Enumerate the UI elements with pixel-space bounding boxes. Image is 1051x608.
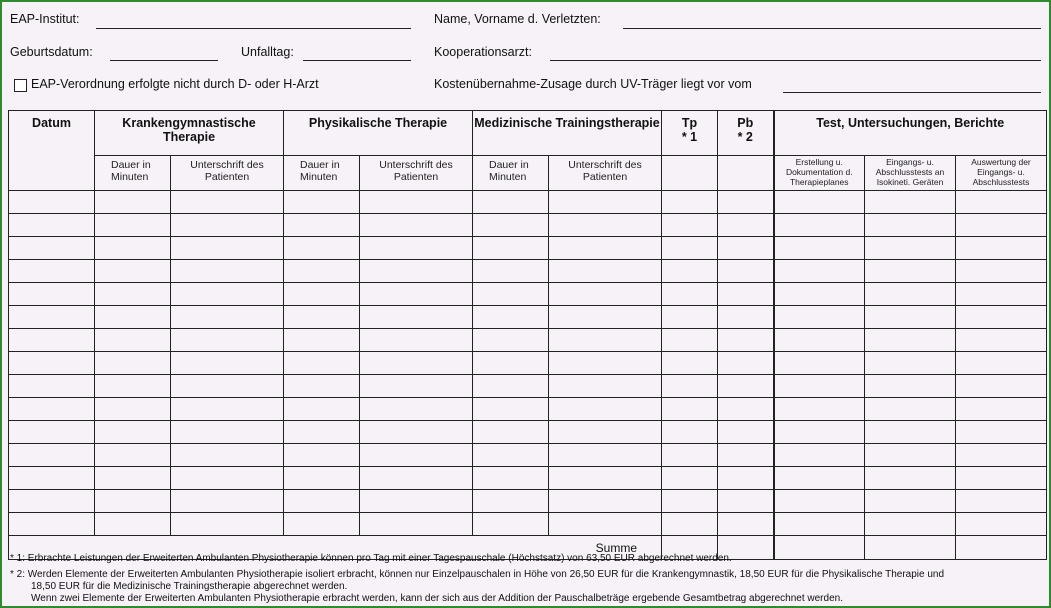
table-row — [9, 352, 1047, 375]
pb-label: Pb — [737, 116, 754, 130]
table-cell[interactable] — [774, 352, 865, 375]
table-row — [9, 306, 1047, 329]
table-cell[interactable] — [718, 375, 774, 398]
table-cell[interactable] — [662, 260, 718, 283]
pt-header: Physikalische Therapie — [284, 111, 473, 156]
datum-header: Datum — [9, 111, 95, 191]
unfalltag-label: Unfalltag: — [241, 45, 294, 59]
table-cell[interactable] — [171, 467, 284, 490]
table-cell[interactable] — [774, 490, 865, 513]
table-cell[interactable] — [865, 490, 956, 513]
table-cell[interactable] — [865, 513, 956, 536]
table-cell[interactable] — [549, 375, 662, 398]
table-cell[interactable] — [9, 191, 95, 214]
table-cell[interactable] — [360, 306, 473, 329]
table-cell[interactable] — [9, 260, 95, 283]
table-cell[interactable] — [718, 306, 774, 329]
table-cell[interactable] — [718, 444, 774, 467]
table-cell[interactable] — [662, 490, 718, 513]
summe-test3-cell[interactable] — [956, 536, 1047, 560]
table-cell[interactable] — [549, 513, 662, 536]
table-cell[interactable] — [284, 398, 360, 421]
table-cell[interactable] — [774, 237, 865, 260]
table-cell[interactable] — [774, 260, 865, 283]
table-row — [9, 237, 1047, 260]
table-cell[interactable] — [360, 490, 473, 513]
table-cell[interactable] — [284, 329, 360, 352]
table-row — [9, 191, 1047, 214]
table-cell[interactable] — [662, 237, 718, 260]
table-cell[interactable] — [865, 214, 956, 237]
table-cell[interactable] — [662, 191, 718, 214]
table-cell[interactable] — [718, 214, 774, 237]
table-cell[interactable] — [718, 421, 774, 444]
table-cell[interactable] — [360, 352, 473, 375]
table-cell[interactable] — [171, 237, 284, 260]
table-row — [9, 214, 1047, 237]
table-cell[interactable] — [549, 191, 662, 214]
table-cell[interactable] — [360, 237, 473, 260]
table-cell[interactable] — [549, 352, 662, 375]
table-cell[interactable] — [9, 490, 95, 513]
table-cell[interactable] — [360, 421, 473, 444]
footnote-2a: * 2: Werden Elemente der Erweiterten Ambulanten Physiotherapie isoliert erbracht, können nur Einzelpauschalen in Höhe von 26,50 EUR für die Krankengymnastik, 18,50 EUR für die Physikalische Therapie und — [10, 569, 945, 580]
table-cell[interactable] — [662, 306, 718, 329]
geburtsdatum-label: Geburtsdatum: — [10, 45, 93, 59]
table-cell[interactable] — [774, 375, 865, 398]
table-cell[interactable] — [956, 421, 1047, 444]
table-cell[interactable] — [171, 191, 284, 214]
table-cell[interactable] — [774, 398, 865, 421]
table-cell[interactable] — [956, 375, 1047, 398]
tp-header — [662, 111, 718, 156]
table-cell[interactable] — [865, 375, 956, 398]
table-cell[interactable] — [9, 237, 95, 260]
table-cell[interactable] — [956, 283, 1047, 306]
kg-unterschrift-header: Unterschrift des Patienten — [171, 156, 284, 191]
table-cell[interactable] — [95, 421, 171, 444]
table-cell[interactable] — [9, 467, 95, 490]
table-cell[interactable] — [284, 237, 360, 260]
verordnung-checkbox[interactable] — [14, 79, 27, 92]
table-cell[interactable] — [662, 214, 718, 237]
table-cell[interactable] — [284, 444, 360, 467]
table-cell[interactable] — [662, 329, 718, 352]
table-cell[interactable] — [95, 352, 171, 375]
table-cell[interactable] — [9, 398, 95, 421]
table-cell[interactable] — [473, 237, 549, 260]
table-cell[interactable] — [549, 306, 662, 329]
table-cell[interactable] — [549, 260, 662, 283]
table-cell[interactable] — [360, 283, 473, 306]
table-cell[interactable] — [171, 513, 284, 536]
table-cell[interactable] — [956, 444, 1047, 467]
table-cell[interactable] — [360, 260, 473, 283]
name-label: Name, Vorname d. Verletzten: — [434, 12, 601, 26]
table-cell[interactable] — [360, 191, 473, 214]
table-cell[interactable] — [473, 214, 549, 237]
pt-dauer-header: Dauer in Minuten — [284, 156, 360, 191]
table-cell[interactable] — [171, 352, 284, 375]
table-cell[interactable] — [956, 260, 1047, 283]
table-cell[interactable] — [95, 237, 171, 260]
table-cell[interactable] — [865, 398, 956, 421]
geburtsdatum-field[interactable] — [110, 60, 218, 61]
table-cell[interactable] — [9, 306, 95, 329]
table-cell[interactable] — [284, 467, 360, 490]
table-cell[interactable] — [718, 237, 774, 260]
table-cell[interactable] — [360, 444, 473, 467]
table-cell[interactable] — [549, 283, 662, 306]
table-cell[interactable] — [95, 260, 171, 283]
table-row — [9, 398, 1047, 421]
table-row — [9, 375, 1047, 398]
table-cell[interactable] — [95, 490, 171, 513]
table-cell[interactable] — [956, 237, 1047, 260]
table-cell[interactable] — [473, 467, 549, 490]
table-cell[interactable] — [95, 398, 171, 421]
table-cell[interactable] — [956, 329, 1047, 352]
test-sub3-header: Auswertung der Eingangs- u. Abschlusstests — [956, 156, 1047, 191]
tp-subheader — [662, 156, 718, 191]
table-cell[interactable] — [549, 398, 662, 421]
table-cell[interactable] — [171, 421, 284, 444]
table-cell[interactable] — [956, 352, 1047, 375]
summe-test2-cell[interactable] — [865, 536, 956, 560]
table-cell[interactable] — [662, 352, 718, 375]
table-cell[interactable] — [9, 214, 95, 237]
table-cell[interactable] — [473, 306, 549, 329]
table-cell[interactable] — [171, 306, 284, 329]
tp-note: * 1 — [681, 130, 698, 144]
kooperationsarzt-field[interactable] — [550, 60, 1041, 61]
table-cell[interactable] — [473, 490, 549, 513]
table-cell[interactable] — [774, 214, 865, 237]
table-cell[interactable] — [473, 352, 549, 375]
table-cell[interactable] — [865, 260, 956, 283]
table-cell[interactable] — [95, 513, 171, 536]
table-cell[interactable] — [865, 306, 956, 329]
table-cell[interactable] — [718, 329, 774, 352]
table-row — [9, 421, 1047, 444]
table-cell[interactable] — [95, 214, 171, 237]
table-cell[interactable] — [9, 375, 95, 398]
table-cell[interactable] — [284, 260, 360, 283]
table-cell[interactable] — [865, 283, 956, 306]
table-cell[interactable] — [956, 191, 1047, 214]
footnote-1: * 1: Erbrachte Leistungen der Erweiterten Ambulanten Physiotherapie können pro Tag mit einer Tagespauschale (Höchstsatz) von 63,50 EUR abgerechnet werden. — [10, 553, 732, 564]
table-cell[interactable] — [360, 513, 473, 536]
table-cell[interactable] — [774, 191, 865, 214]
table-cell[interactable] — [774, 329, 865, 352]
kostenuebernahme-label: Kostenübernahme-Zusage durch UV-Träger liegt vor vom — [434, 77, 752, 91]
mtt-dauer-header: Dauer in Minuten — [473, 156, 549, 191]
table-cell[interactable] — [473, 375, 549, 398]
table-cell[interactable] — [718, 513, 774, 536]
table-row — [9, 490, 1047, 513]
table-cell[interactable] — [9, 513, 95, 536]
table-cell[interactable] — [171, 214, 284, 237]
table-cell[interactable] — [549, 214, 662, 237]
table-cell[interactable] — [549, 444, 662, 467]
table-cell[interactable] — [865, 191, 956, 214]
table-cell[interactable] — [9, 421, 95, 444]
table-cell[interactable] — [171, 444, 284, 467]
table-cell[interactable] — [865, 467, 956, 490]
table-cell[interactable] — [9, 352, 95, 375]
kooperationsarzt-label: Kooperationsarzt: — [434, 45, 532, 59]
table-cell[interactable] — [865, 237, 956, 260]
footnote-2b: 18,50 EUR für die Medizinische Trainingstherapie abgerechnet werden. — [31, 581, 348, 592]
table-cell[interactable] — [284, 352, 360, 375]
table-cell[interactable] — [284, 490, 360, 513]
unfalltag-field[interactable] — [303, 60, 411, 61]
table-row — [9, 329, 1047, 352]
table-cell[interactable] — [360, 375, 473, 398]
therapy-table — [8, 110, 1047, 560]
table-cell[interactable] — [662, 283, 718, 306]
table-cell[interactable] — [284, 421, 360, 444]
table-cell[interactable] — [9, 329, 95, 352]
table-cell[interactable] — [865, 329, 956, 352]
table-cell[interactable] — [284, 375, 360, 398]
mtt-unterschrift-header: Unterschrift des Patienten — [549, 156, 662, 191]
name-field[interactable] — [623, 28, 1041, 29]
eap-institut-label: EAP-Institut: — [10, 12, 80, 26]
kg-header: Krankengymnastische Therapie — [95, 111, 284, 156]
table-cell[interactable] — [956, 398, 1047, 421]
pb-header — [718, 111, 774, 156]
table-cell[interactable] — [284, 214, 360, 237]
verordnung-label: EAP-Verordnung erfolgte nicht durch D- oder H-Arzt — [31, 77, 319, 91]
table-cell[interactable] — [549, 421, 662, 444]
table-cell[interactable] — [865, 444, 956, 467]
table-cell[interactable] — [473, 513, 549, 536]
table-cell[interactable] — [95, 329, 171, 352]
table-cell[interactable] — [95, 375, 171, 398]
kg-dauer-header: Dauer in Minuten — [95, 156, 171, 191]
test-sub2-header: Eingangs- u. Abschlusstests an Isokineti. Geräten — [865, 156, 956, 191]
table-cell[interactable] — [774, 513, 865, 536]
table-row — [9, 260, 1047, 283]
table-cell[interactable] — [95, 306, 171, 329]
summe-label: Summe — [9, 536, 662, 560]
table-cell[interactable] — [718, 490, 774, 513]
table-cell[interactable] — [549, 490, 662, 513]
table-cell[interactable] — [718, 260, 774, 283]
table-cell[interactable] — [774, 467, 865, 490]
table-row — [9, 513, 1047, 536]
table-cell[interactable] — [718, 467, 774, 490]
table-cell[interactable] — [718, 352, 774, 375]
table-cell[interactable] — [662, 398, 718, 421]
test-sub1-header: Erstellung u. Dokumentation d. Therapieplanes — [774, 156, 865, 191]
table-cell[interactable] — [360, 398, 473, 421]
table-cell[interactable] — [956, 306, 1047, 329]
table-cell[interactable] — [718, 191, 774, 214]
table-cell[interactable] — [718, 283, 774, 306]
table-cell[interactable] — [360, 214, 473, 237]
table-cell[interactable] — [662, 375, 718, 398]
table-cell[interactable] — [549, 467, 662, 490]
table-cell[interactable] — [956, 490, 1047, 513]
table-cell[interactable] — [473, 191, 549, 214]
table-cell[interactable] — [171, 490, 284, 513]
table-cell[interactable] — [549, 329, 662, 352]
table-cell[interactable] — [95, 467, 171, 490]
table-cell[interactable] — [360, 467, 473, 490]
table-cell[interactable] — [774, 421, 865, 444]
table-row — [9, 467, 1047, 490]
table-cell[interactable] — [95, 283, 171, 306]
kostenuebernahme-field[interactable] — [783, 92, 1041, 93]
table-cell[interactable] — [774, 283, 865, 306]
footnote-2c: Wenn zwei Elemente der Erweiterten Ambulanten Physiotherapie erbracht werden, kann der sich aus der Addition der Pauschalbeträge ergebende Gesamtbetrag abgerechnet werden. — [31, 593, 843, 604]
table-cell[interactable] — [473, 329, 549, 352]
table-cell[interactable] — [284, 306, 360, 329]
table-cell[interactable] — [284, 513, 360, 536]
table-cell[interactable] — [662, 513, 718, 536]
summe-test1-cell[interactable] — [774, 536, 865, 560]
table-cell[interactable] — [171, 398, 284, 421]
table-cell[interactable] — [171, 283, 284, 306]
table-cell[interactable] — [171, 329, 284, 352]
table-cell[interactable] — [774, 444, 865, 467]
tp-label: Tp — [681, 116, 698, 130]
table-cell[interactable] — [956, 513, 1047, 536]
pb-subheader — [718, 156, 774, 191]
table-cell[interactable] — [956, 214, 1047, 237]
table-cell[interactable] — [284, 283, 360, 306]
table-cell[interactable] — [473, 421, 549, 444]
table-cell[interactable] — [662, 421, 718, 444]
table-cell[interactable] — [956, 467, 1047, 490]
table-cell[interactable] — [95, 191, 171, 214]
pb-note: * 2 — [737, 130, 753, 144]
data-rows — [9, 191, 1047, 536]
mtt-header: Medizinische Trainingstherapie — [473, 111, 662, 156]
table-cell[interactable] — [171, 375, 284, 398]
table-row — [9, 444, 1047, 467]
table-cell[interactable] — [718, 398, 774, 421]
table-cell[interactable] — [284, 191, 360, 214]
table-cell[interactable] — [865, 352, 956, 375]
table-cell[interactable] — [360, 329, 473, 352]
test-header: Test, Untersuchungen, Berichte — [774, 111, 1047, 156]
table-cell[interactable] — [662, 467, 718, 490]
table-cell[interactable] — [774, 306, 865, 329]
table-cell[interactable] — [171, 260, 284, 283]
table-cell[interactable] — [662, 444, 718, 467]
table-cell[interactable] — [9, 444, 95, 467]
table-cell[interactable] — [473, 260, 549, 283]
table-cell[interactable] — [95, 444, 171, 467]
table-cell[interactable] — [473, 283, 549, 306]
table-cell[interactable] — [9, 283, 95, 306]
table-cell[interactable] — [549, 237, 662, 260]
pt-unterschrift-header: Unterschrift des Patienten — [360, 156, 473, 191]
table-cell[interactable] — [473, 398, 549, 421]
eap-institut-field[interactable] — [96, 28, 411, 29]
table-cell[interactable] — [865, 421, 956, 444]
table-cell[interactable] — [473, 444, 549, 467]
table-row — [9, 283, 1047, 306]
